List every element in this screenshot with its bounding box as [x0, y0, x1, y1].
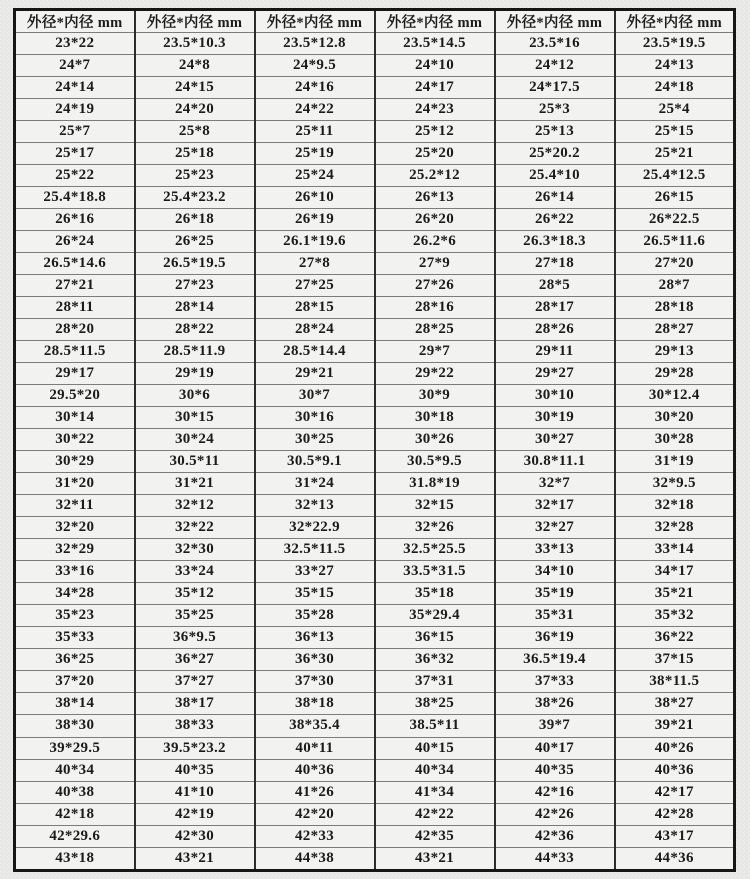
size-cell: 32*22.9 — [255, 517, 375, 539]
size-cell: 30*6 — [135, 385, 255, 407]
size-cell: 28*5 — [495, 275, 615, 297]
size-cell: 26.5*14.6 — [15, 253, 135, 275]
table-row — [15, 99, 735, 121]
size-cell: 32*27 — [495, 517, 615, 539]
size-cell: 25*12 — [375, 121, 495, 143]
size-cell: 25*13 — [495, 121, 615, 143]
table-row — [15, 363, 735, 385]
size-cell: 32*20 — [15, 517, 135, 539]
size-cell: 24*8 — [135, 55, 255, 77]
header-row — [15, 10, 735, 33]
size-cell: 31*20 — [15, 473, 135, 495]
size-cell: 30*29 — [15, 451, 135, 473]
size-cell: 25*11 — [255, 121, 375, 143]
table-row — [15, 759, 735, 781]
size-cell: 37*20 — [15, 671, 135, 693]
size-cell: 28*18 — [615, 297, 735, 319]
size-cell: 35*18 — [375, 583, 495, 605]
size-cell: 26*15 — [615, 187, 735, 209]
size-cell: 35*25 — [135, 605, 255, 627]
column-header: 外径*内径 mm — [495, 10, 615, 33]
size-cell: 30*28 — [615, 429, 735, 451]
size-cell: 39.5*23.2 — [135, 737, 255, 759]
size-cell: 23.5*16 — [495, 33, 615, 55]
size-cell: 35*21 — [615, 583, 735, 605]
column-header: 外径*内径 mm — [15, 10, 135, 33]
size-cell: 26.5*19.5 — [135, 253, 255, 275]
size-cell: 30*7 — [255, 385, 375, 407]
size-cell: 27*21 — [15, 275, 135, 297]
size-cell: 30*22 — [15, 429, 135, 451]
size-cell: 43*21 — [375, 847, 495, 870]
size-cell: 38*33 — [135, 715, 255, 737]
size-cell: 26*14 — [495, 187, 615, 209]
size-cell: 41*26 — [255, 781, 375, 803]
size-cell: 33*13 — [495, 539, 615, 561]
size-cell: 39*7 — [495, 715, 615, 737]
size-cell: 32*15 — [375, 495, 495, 517]
size-cell: 29*11 — [495, 341, 615, 363]
size-cell: 26*16 — [15, 209, 135, 231]
size-cell: 38*35.4 — [255, 715, 375, 737]
size-cell: 29*28 — [615, 363, 735, 385]
table-row — [15, 275, 735, 297]
size-cell: 39*29.5 — [15, 737, 135, 759]
size-cell: 42*30 — [135, 825, 255, 847]
size-cell: 24*10 — [375, 55, 495, 77]
size-cell: 25*3 — [495, 99, 615, 121]
size-cell: 40*11 — [255, 737, 375, 759]
column-header: 外径*内径 mm — [135, 10, 255, 33]
table-row — [15, 825, 735, 847]
size-cell: 25*24 — [255, 165, 375, 187]
size-cell: 25.2*12 — [375, 165, 495, 187]
size-cell: 25*20 — [375, 143, 495, 165]
size-cell: 28*20 — [15, 319, 135, 341]
size-cell: 35*23 — [15, 605, 135, 627]
size-cell: 33*27 — [255, 561, 375, 583]
table-row — [15, 693, 735, 715]
size-cell: 30.5*9.1 — [255, 451, 375, 473]
size-cell: 28*26 — [495, 319, 615, 341]
size-cell: 43*21 — [135, 847, 255, 870]
size-cell: 24*15 — [135, 77, 255, 99]
table-row — [15, 209, 735, 231]
size-cell: 38*25 — [375, 693, 495, 715]
size-cell: 33*14 — [615, 539, 735, 561]
size-cell: 32*9.5 — [615, 473, 735, 495]
size-cell: 26*18 — [135, 209, 255, 231]
size-cell: 30*15 — [135, 407, 255, 429]
table-row — [15, 143, 735, 165]
size-cell: 42*20 — [255, 803, 375, 825]
size-cell: 32*29 — [15, 539, 135, 561]
size-cell: 44*36 — [615, 847, 735, 870]
size-cell: 42*33 — [255, 825, 375, 847]
size-cell: 25.4*23.2 — [135, 187, 255, 209]
size-cell: 36*30 — [255, 649, 375, 671]
size-cell: 35*33 — [15, 627, 135, 649]
size-cell: 24*18 — [615, 77, 735, 99]
size-cell: 36.5*19.4 — [495, 649, 615, 671]
size-cell: 42*36 — [495, 825, 615, 847]
size-cell: 42*19 — [135, 803, 255, 825]
size-cell: 27*25 — [255, 275, 375, 297]
size-cell: 32*22 — [135, 517, 255, 539]
size-cell: 30.5*11 — [135, 451, 255, 473]
size-cell: 30*24 — [135, 429, 255, 451]
size-cell: 29*22 — [375, 363, 495, 385]
size-cell: 27*23 — [135, 275, 255, 297]
size-cell: 40*36 — [615, 759, 735, 781]
size-cell: 24*19 — [15, 99, 135, 121]
size-cell: 26*22 — [495, 209, 615, 231]
size-cell: 30*12.4 — [615, 385, 735, 407]
table-row — [15, 517, 735, 539]
size-cell: 25.4*12.5 — [615, 165, 735, 187]
size-cell: 26.1*19.6 — [255, 231, 375, 253]
size-cell: 36*19 — [495, 627, 615, 649]
size-cell: 37*33 — [495, 671, 615, 693]
size-cell: 25*20.2 — [495, 143, 615, 165]
size-cell: 23*22 — [15, 33, 135, 55]
size-cell: 28*15 — [255, 297, 375, 319]
size-cell: 24*17 — [375, 77, 495, 99]
size-cell: 32.5*25.5 — [375, 539, 495, 561]
table-row — [15, 407, 735, 429]
size-cell: 25*8 — [135, 121, 255, 143]
size-cell: 24*7 — [15, 55, 135, 77]
size-cell: 28*11 — [15, 297, 135, 319]
size-cell: 38*14 — [15, 693, 135, 715]
size-cell: 39*21 — [615, 715, 735, 737]
table-row — [15, 33, 735, 55]
size-cell: 32*28 — [615, 517, 735, 539]
size-cell: 29*19 — [135, 363, 255, 385]
table-row — [15, 165, 735, 187]
size-cell: 41*34 — [375, 781, 495, 803]
table-row — [15, 583, 735, 605]
size-cell: 28.5*11.9 — [135, 341, 255, 363]
size-cell: 37*15 — [615, 649, 735, 671]
size-cell: 38*18 — [255, 693, 375, 715]
size-cell: 31*24 — [255, 473, 375, 495]
size-cell: 25*19 — [255, 143, 375, 165]
size-cell: 26*24 — [15, 231, 135, 253]
size-cell: 28.5*14.4 — [255, 341, 375, 363]
size-cell: 35*31 — [495, 605, 615, 627]
size-cell: 28*24 — [255, 319, 375, 341]
table-row — [15, 715, 735, 737]
size-cell: 30*25 — [255, 429, 375, 451]
size-cell: 26*10 — [255, 187, 375, 209]
column-header: 外径*内径 mm — [375, 10, 495, 33]
table-row — [15, 231, 735, 253]
size-cell: 32*30 — [135, 539, 255, 561]
size-cell: 40*15 — [375, 737, 495, 759]
size-cell: 23.5*10.3 — [135, 33, 255, 55]
size-cell: 29*17 — [15, 363, 135, 385]
size-cell: 32*13 — [255, 495, 375, 517]
size-cell: 27*20 — [615, 253, 735, 275]
table-row — [15, 737, 735, 759]
size-cell: 36*22 — [615, 627, 735, 649]
size-cell: 25.4*18.8 — [15, 187, 135, 209]
size-cell: 28*14 — [135, 297, 255, 319]
size-cell: 38*11.5 — [615, 671, 735, 693]
size-cell: 27*26 — [375, 275, 495, 297]
size-cell: 40*26 — [615, 737, 735, 759]
size-cell: 29*21 — [255, 363, 375, 385]
size-cell: 31*19 — [615, 451, 735, 473]
size-cell: 43*18 — [15, 847, 135, 870]
size-cell: 30*14 — [15, 407, 135, 429]
size-cell: 25*4 — [615, 99, 735, 121]
size-cell: 28*7 — [615, 275, 735, 297]
size-cell: 26*22.5 — [615, 209, 735, 231]
size-cell: 40*34 — [15, 759, 135, 781]
size-cell: 25*18 — [135, 143, 255, 165]
size-cell: 40*35 — [135, 759, 255, 781]
table-row — [15, 253, 735, 275]
size-cell: 25*15 — [615, 121, 735, 143]
size-cell: 36*27 — [135, 649, 255, 671]
size-cell: 42*18 — [15, 803, 135, 825]
size-cell: 25.4*10 — [495, 165, 615, 187]
size-cell: 36*9.5 — [135, 627, 255, 649]
size-cell: 31.8*19 — [375, 473, 495, 495]
size-cell: 28.5*11.5 — [15, 341, 135, 363]
table-row — [15, 649, 735, 671]
size-cell: 43*17 — [615, 825, 735, 847]
size-cell: 36*32 — [375, 649, 495, 671]
size-cell: 42*16 — [495, 781, 615, 803]
size-cell: 32*18 — [615, 495, 735, 517]
size-cell: 35*28 — [255, 605, 375, 627]
size-cell: 27*9 — [375, 253, 495, 275]
size-cell: 29*7 — [375, 341, 495, 363]
size-cell: 44*33 — [495, 847, 615, 870]
table-row — [15, 297, 735, 319]
size-cell: 38*17 — [135, 693, 255, 715]
size-cell: 24*22 — [255, 99, 375, 121]
size-cell: 25*7 — [15, 121, 135, 143]
diameter-size-table — [13, 8, 736, 872]
size-cell: 30*26 — [375, 429, 495, 451]
table-row — [15, 627, 735, 649]
size-cell: 40*35 — [495, 759, 615, 781]
table-row — [15, 385, 735, 407]
table-header — [15, 10, 735, 33]
table-row — [15, 847, 735, 870]
size-cell: 42*28 — [615, 803, 735, 825]
size-cell: 40*17 — [495, 737, 615, 759]
size-cell: 25*23 — [135, 165, 255, 187]
size-cell: 25*17 — [15, 143, 135, 165]
size-cell: 29*27 — [495, 363, 615, 385]
size-cell: 32*11 — [15, 495, 135, 517]
size-cell: 26*20 — [375, 209, 495, 231]
size-cell: 24*17.5 — [495, 77, 615, 99]
size-cell: 42*29.6 — [15, 825, 135, 847]
size-cell: 38*27 — [615, 693, 735, 715]
size-cell: 23.5*19.5 — [615, 33, 735, 55]
table-body — [15, 33, 735, 871]
size-cell: 30*19 — [495, 407, 615, 429]
size-cell: 30*20 — [615, 407, 735, 429]
size-cell: 35*32 — [615, 605, 735, 627]
size-cell: 30.8*11.1 — [495, 451, 615, 473]
size-table-sheet — [13, 8, 736, 872]
size-cell: 34*28 — [15, 583, 135, 605]
size-cell: 23.5*14.5 — [375, 33, 495, 55]
size-cell: 32*7 — [495, 473, 615, 495]
size-cell: 23.5*12.8 — [255, 33, 375, 55]
size-cell: 37*30 — [255, 671, 375, 693]
size-cell: 28*16 — [375, 297, 495, 319]
size-cell: 32.5*11.5 — [255, 539, 375, 561]
table-row — [15, 451, 735, 473]
size-cell: 40*34 — [375, 759, 495, 781]
size-cell: 25*22 — [15, 165, 135, 187]
size-cell: 24*9.5 — [255, 55, 375, 77]
size-cell: 28*22 — [135, 319, 255, 341]
size-cell: 25*21 — [615, 143, 735, 165]
size-cell: 36*25 — [15, 649, 135, 671]
size-cell: 42*17 — [615, 781, 735, 803]
size-cell: 32*12 — [135, 495, 255, 517]
size-cell: 35*12 — [135, 583, 255, 605]
size-cell: 42*26 — [495, 803, 615, 825]
size-cell: 32*17 — [495, 495, 615, 517]
size-cell: 28*27 — [615, 319, 735, 341]
size-cell: 30*18 — [375, 407, 495, 429]
table-row — [15, 55, 735, 77]
table-row — [15, 495, 735, 517]
table-row — [15, 803, 735, 825]
table-row — [15, 539, 735, 561]
size-cell: 29.5*20 — [15, 385, 135, 407]
table-row — [15, 121, 735, 143]
table-row — [15, 429, 735, 451]
size-cell: 33*24 — [135, 561, 255, 583]
size-cell: 34*17 — [615, 561, 735, 583]
table-row — [15, 77, 735, 99]
size-cell: 26.2*6 — [375, 231, 495, 253]
table-row — [15, 187, 735, 209]
size-cell: 38*30 — [15, 715, 135, 737]
size-cell: 24*14 — [15, 77, 135, 99]
column-header: 外径*内径 mm — [255, 10, 375, 33]
size-cell: 42*22 — [375, 803, 495, 825]
size-cell: 29*13 — [615, 341, 735, 363]
table-row — [15, 319, 735, 341]
size-cell: 26.5*11.6 — [615, 231, 735, 253]
size-cell: 30*10 — [495, 385, 615, 407]
size-cell: 37*27 — [135, 671, 255, 693]
size-cell: 32*26 — [375, 517, 495, 539]
size-cell: 35*15 — [255, 583, 375, 605]
size-cell: 40*38 — [15, 781, 135, 803]
size-cell: 26.3*18.3 — [495, 231, 615, 253]
table-row — [15, 561, 735, 583]
size-cell: 41*10 — [135, 781, 255, 803]
size-cell: 35*29.4 — [375, 605, 495, 627]
size-cell: 27*8 — [255, 253, 375, 275]
size-cell: 24*23 — [375, 99, 495, 121]
table-row — [15, 781, 735, 803]
size-cell: 37*31 — [375, 671, 495, 693]
size-cell: 30.5*9.5 — [375, 451, 495, 473]
size-cell: 24*13 — [615, 55, 735, 77]
size-cell: 38.5*11 — [375, 715, 495, 737]
size-cell: 34*10 — [495, 561, 615, 583]
size-cell: 28*17 — [495, 297, 615, 319]
table-row — [15, 671, 735, 693]
size-cell: 26*25 — [135, 231, 255, 253]
column-header: 外径*内径 mm — [615, 10, 735, 33]
size-cell: 38*26 — [495, 693, 615, 715]
size-cell: 24*12 — [495, 55, 615, 77]
size-cell: 42*35 — [375, 825, 495, 847]
size-cell: 30*16 — [255, 407, 375, 429]
size-cell: 31*21 — [135, 473, 255, 495]
size-cell: 26*19 — [255, 209, 375, 231]
size-cell: 40*36 — [255, 759, 375, 781]
size-cell: 30*9 — [375, 385, 495, 407]
size-cell: 24*16 — [255, 77, 375, 99]
size-cell: 28*25 — [375, 319, 495, 341]
size-cell: 24*20 — [135, 99, 255, 121]
size-cell: 27*18 — [495, 253, 615, 275]
size-cell: 30*27 — [495, 429, 615, 451]
table-row — [15, 341, 735, 363]
size-cell: 35*19 — [495, 583, 615, 605]
size-cell: 36*13 — [255, 627, 375, 649]
size-cell: 26*13 — [375, 187, 495, 209]
size-cell: 36*15 — [375, 627, 495, 649]
size-cell: 44*38 — [255, 847, 375, 870]
size-cell: 33.5*31.5 — [375, 561, 495, 583]
table-row — [15, 473, 735, 495]
size-cell: 33*16 — [15, 561, 135, 583]
table-row — [15, 605, 735, 627]
